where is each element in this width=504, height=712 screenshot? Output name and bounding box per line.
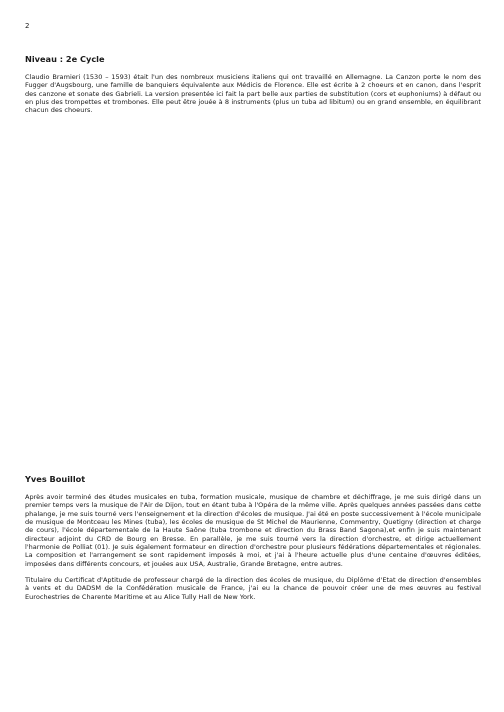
level-section	[25, 54, 481, 115]
level-heading: Niveau : 2e Cycle	[25, 54, 105, 64]
page-number: 2	[25, 22, 30, 30]
composer-name-heading: Yves Bouillot	[25, 474, 86, 484]
composer-bio-section	[25, 474, 481, 601]
bio-paragraph-diplomas: Titulaire du Certificat d'Aptitude de professeur chargé de la direction des écoles de musique, du Diplôme d'Etat de direction d'ensembles à vents et du DADSM de la Confédération musicale de France, j'ai eu la chance de pouvoir créer une de mes œuvres au festival Eurochestries de Charente Maritime et au Alice Tully Hall de New York.	[25, 576, 481, 601]
bio-paragraph-career: Après avoir terminé des études musicales en tuba, formation musicale, musique de chambre et déchiffrage, je me suis dirigé dans un premier temps vers la musique de l'Air de Dijon, tout en étant tuba à l'Opéra de la même ville. Après quelques années passées dans cette phalange, je me suis tourné vers l'enseignement et la direction d'écoles de musique. J'ai été en poste successivement à l'école municipale de musique de Montceau les Mines (tuba), les écoles de musique de St Michel de Maurienne, Commentry, Quetigny (direction et charge de cours), l'école départementale de la Haute Saône (tuba trombone et direction du Brass Band Sagona),et enfin je suis maintenant directeur adjoint du CRD de Bourg en Bresse. En parallèle, je me suis tourné vers la direction d'orchestre, et dirige actuellement l'harmonie de Polliat (01). Je suis également formateur en direction d'orchestre pour plusieurs fédérations départementales et régionales. La composition et l'arrangement se sont rapidement imposés à moi, et j'ai à l'heure actuelle plus d'une centaine d'œuvres éditées, imposées dans différents concours, et jouées aux USA, Australie, Grande Bretagne, entre autres.	[25, 493, 481, 568]
level-paragraph: Claudio Bramieri (1530 – 1593) était l'un des nombreux musiciens italiens qui ont travaillé en Allemagne. La Canzon porte le nom des Fugger d'Augsbourg, une famille de banquiers équivalente aux Médicis de Florence. Elle est écrite à 2 choeurs et en canon, dans l'esprit des canzone et sonate des Gabrieli. La version presentée ici fait la part belle aux parties de substitution (cors et euphoniums) à défaut ou en plus des trompettes et trombones. Elle peut être jouée à 8 instruments (plus un tuba ad libitum) ou en grand ensemble, en équilibrant chacun des choeurs.	[25, 73, 481, 115]
